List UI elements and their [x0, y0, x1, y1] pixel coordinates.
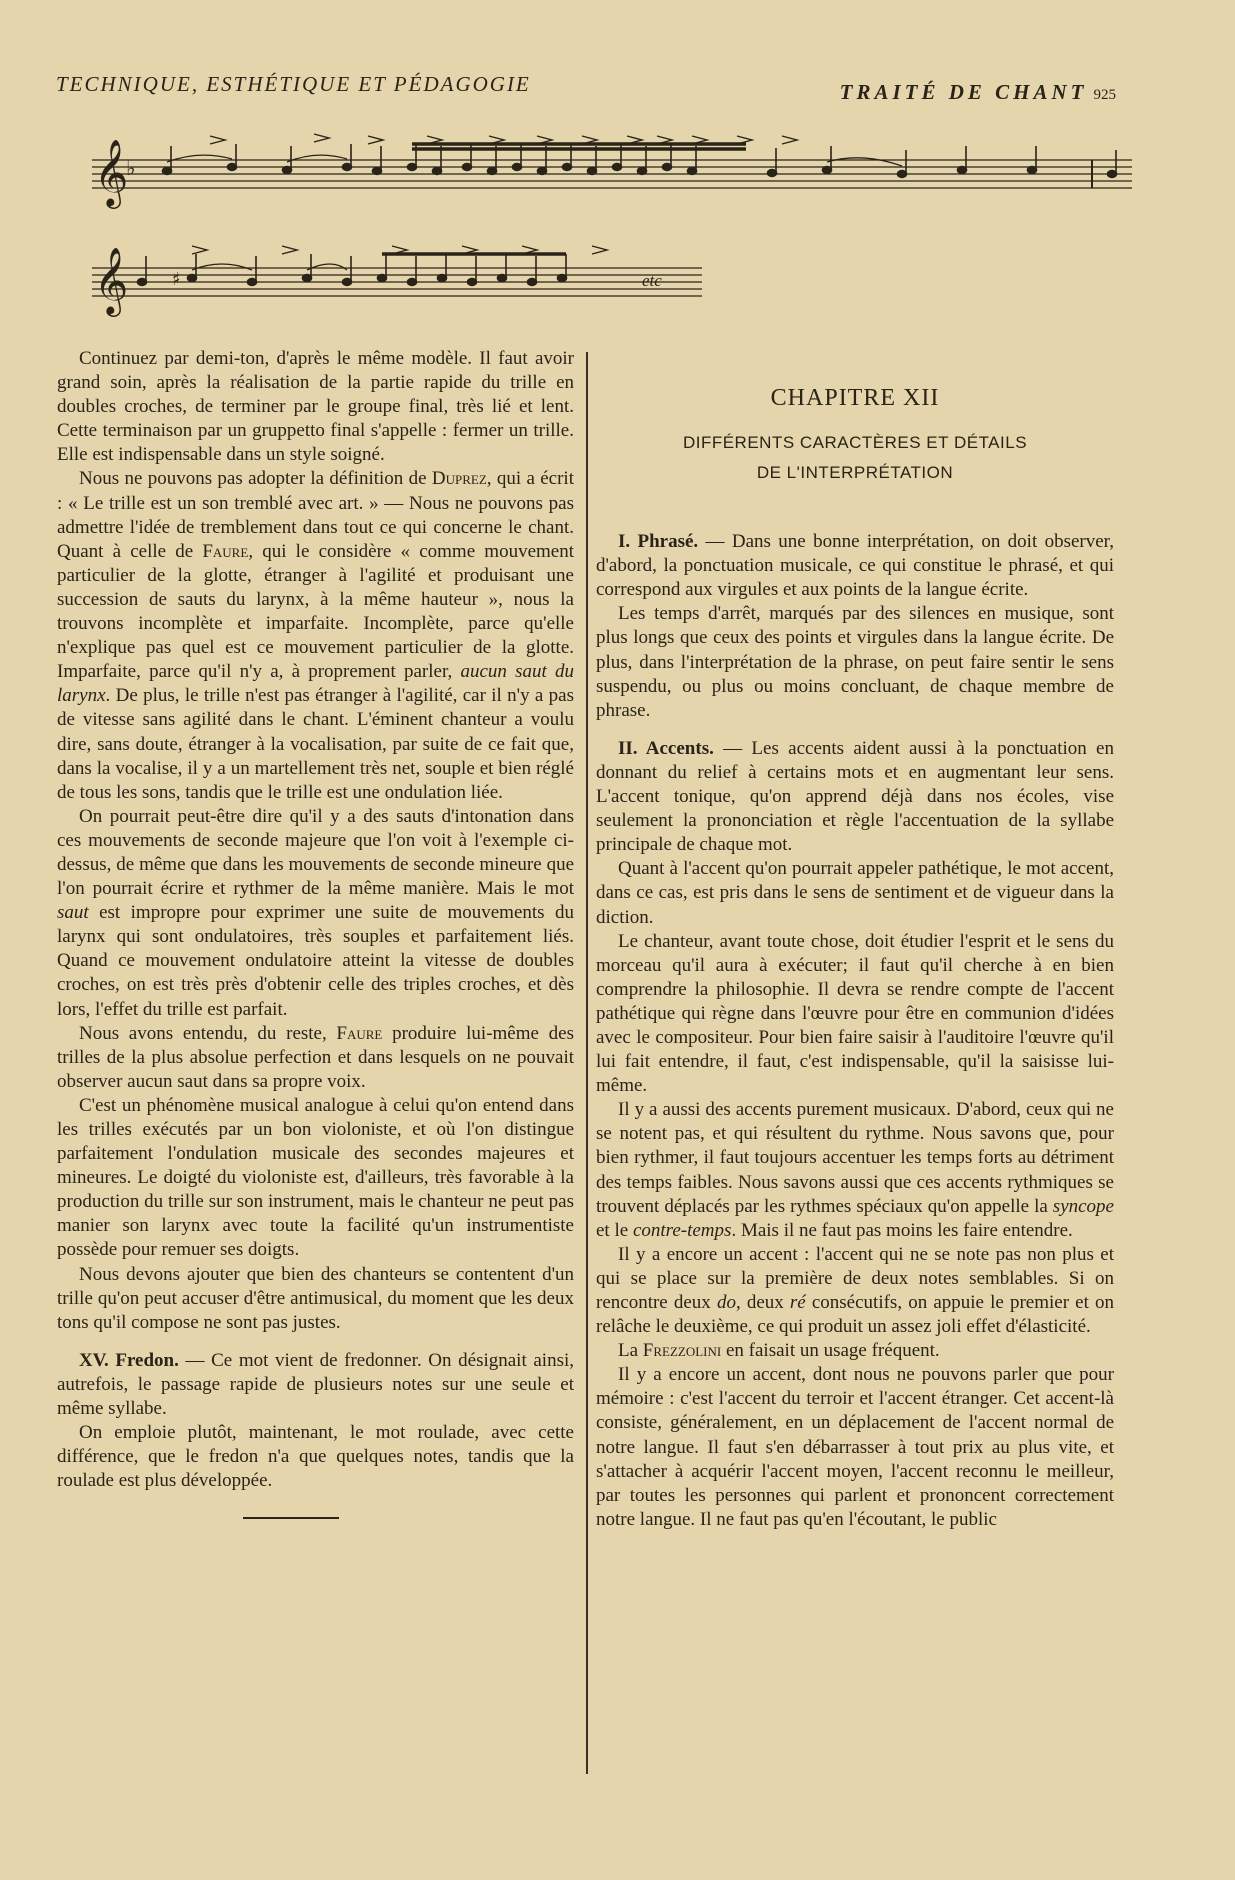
- page-number: 925: [1093, 87, 1116, 103]
- section-accents: II. Accents. — Les accents aident aussi à la ponctuation en donnant du relief à certains mots et en augmentant leur sens. L'accent tonique, qu'on apprend déjà dans nos écoles, vise seulement la prononciation et règle l'accentuation de la syllabe principale de chaque mot.: [596, 737, 1114, 856]
- music-staff-2: [92, 240, 732, 320]
- etc-marking: etc: [642, 271, 662, 290]
- chapter-title: CHAPITRE XII: [770, 385, 940, 411]
- right-column: [596, 386, 1114, 1532]
- section-fredon: XV. Fredon. — Ce mot vient de fredonner. On désignait ainsi, autrefois, le passage rapide de plusieurs notes sur une seule et même syllabe.: [57, 1349, 574, 1420]
- paragraph: Quant à l'accent qu'on pourrait appeler pathétique, le mot accent, dans ce cas, est pris dans le sens de sentiment et de vigueur dans la diction.: [596, 858, 1114, 928]
- left-column: [57, 347, 574, 1519]
- end-rule: [243, 1517, 339, 1519]
- treble-clef-icon: 𝄞: [94, 138, 129, 206]
- paragraph: On pourrait peut-être dire qu'il y a des sauts d'intonation dans ces mouvements de seconde majeure que l'on voit à l'exemple ci-dessus, de même que dans les mouvements de seconde mineure que l'on pourrait écrire et rythmer de la même manière. Mais le mot saut est impropre pour exprimer une suite de mouvements du larynx qui sont ondulatoires, très souples et parfaitement liés. Quand ce mouvement ondulatoire atteint la vitesse de doubles croches, on est très près d'obtenir celle des triples croches, et dès lors, l'effet du trille est parfait.: [57, 805, 574, 1020]
- paragraph: La Frezzolini en faisait un usage fréquent.: [618, 1340, 940, 1362]
- paragraph: On emploie plutôt, maintenant, le mot roulade, avec cette différence, que le fredon n'a que quelques notes, tandis que la roulade est plus développée.: [57, 1422, 574, 1492]
- running-head-left: TECHNIQUE, ESTHÉTIQUE ET PÉDAGOGIE: [56, 72, 531, 96]
- paragraph: Nous avons entendu, du reste, Faure produire lui-même des trilles de la plus absolue perfection et dans lesquels on ne pouvait observer aucun saut dans sa propre voix.: [57, 1022, 574, 1092]
- paragraph: Nous ne pouvons pas adopter la définition de Duprez, qui a écrit : « Le trille est un son tremblé avec art. » — Nous ne pouvons pas admettre l'idée de tremblement dans tout ce qui concerne le chant. Quant à celle de Faure, qui le considère « comme mouvement particulier de la glotte, étranger à l'agilité et produisant une succession de sauts du larynx, à la même hauteur », nous la trouvons incomplète et imparfaite. Incomplète, parce qu'elle n'explique pas quel est ce mouvement particulier de la glotte. Imparfaite, parce qu'il n'y a, à proprement parler, aucun saut du larynx. De plus, le trille n'est pas étranger à l'agilité, car il n'y a pas de vitesse sans agilité dans le chant. L'éminent chanteur a voulu dire, sans doute, étranger à la vocalisation, par suite de ce fait que, dans la vocalise, il y a un martellement très net, souple et bien réglé de tous les sons, tandis que le trille est une ondulation liée.: [57, 468, 575, 803]
- paragraph: Les temps d'arrêt, marqués par des silences en musique, sont plus longs que ceux des points et virgules dans la langue écrite. De plus, dans l'interprétation de la phrase, on peut faire sentir le sens suspendu, ou plus ou moins concluant, de chaque membre de phrase.: [596, 603, 1114, 721]
- paragraph: Il y a encore un accent : l'accent qui ne se note pas non plus et qui se place sur la première de deux notes semblables. Si on rencontre deux do, deux ré consécutifs, on appuie le premier et on relâche le deuxième, ce qui produit un assez joli effet d'élasticité.: [596, 1243, 1115, 1338]
- svg-text:♭: ♭: [126, 156, 136, 180]
- music-staff-1: [92, 126, 1142, 216]
- paragraph: C'est un phénomène musical analogue à celui qu'on entend dans les trilles exécutés par un bon violoniste, et où l'on distingue parfaitement l'ondulation musicale des secondes majeures et mineures. Le doigté du violoniste est, d'ailleurs, très favorable à la production du trille sur son instrument, mais le chanteur ne peut pas manier son larynx avec toute la facilité qu'un instrumentiste possède pour remuer ses doigts.: [57, 1094, 574, 1261]
- paragraph: Le chanteur, avant toute chose, doit étudier l'esprit et le sens du morceau qu'il aura à exécuter; il faut qu'il cherche à en bien comprendre la philosophie. Il devra se rendre compte de l'accent pathétique qui règne dans l'œuvre pour être en communion d'idées avec le compositeur. Pour bien faire saisir à l'auditoire l'œuvre qu'il lui fait entendre, il faut, c'est indispensable, qu'il la saisisse lui-même.: [596, 930, 1114, 1097]
- chapter-subtitle: DIFFÉRENTS CARACTÈRES ET DÉTAILS DE L'INTERPRÉTATION: [682, 433, 1028, 483]
- running-head-title: TRAITÉ DE CHANT: [839, 80, 1088, 104]
- paragraph: Nous devons ajouter que bien des chanteurs se contentent d'un trille qu'on peut accuser d'être antimusical, du moment que les deux tons qu'il compose ne sont pas justes.: [57, 1263, 574, 1333]
- treble-clef-icon: 𝄞: [94, 246, 129, 314]
- svg-text:♯: ♯: [172, 269, 181, 290]
- section-phrase: I. Phrasé. — Dans une bonne interprétation, on doit observer, d'abord, la ponctuation musicale, ce qui constitue le phrasé, et qui correspond aux virgules et aux points de la langue écrite.: [596, 531, 1114, 601]
- paragraph: Continuez par demi-ton, d'après le même modèle. Il faut avoir grand soin, après la réalisation de la partie rapide du trille en doubles croches, de terminer par le groupe final, très lié et lent. Cette terminaison par un gruppetto final s'appelle : fermer un trille. Elle est indispensable dans un style soigné.: [57, 348, 574, 466]
- running-head-right: [840, 80, 1116, 105]
- running-head: [56, 72, 1116, 104]
- paragraph: Il y a encore un accent, dont nous ne pouvons parler que pour mémoire : c'est l'accent du terroir et l'accent étranger. Cet accent-là consiste, généralement, en un déplacement de l'accent normal de notre langue. Il faut s'en débarrasser à tout prix au plus vite, et s'attacher à acquérir l'accent moyen, l'accent reconnu le meilleur, par toutes les personnes qui parlent et prononcent correctement notre langue. Il ne faut pas qu'en l'écoutant, le public: [596, 1364, 1114, 1530]
- paragraph: Il y a aussi des accents purement musicaux. D'abord, ceux qui ne se notent pas, et qui résultent du rythme. Nous savons que, pour bien rythmer, il faut toujours accentuer les temps forts au détriment des temps faibles. Nous savons aussi que ces accents rythmiques se trouvent déplacés par les rythmes spéciaux qu'on appelle la syncope et le contre-temps. Mais il ne faut pas moins les faire entendre.: [596, 1099, 1114, 1241]
- column-divider: [586, 352, 588, 1774]
